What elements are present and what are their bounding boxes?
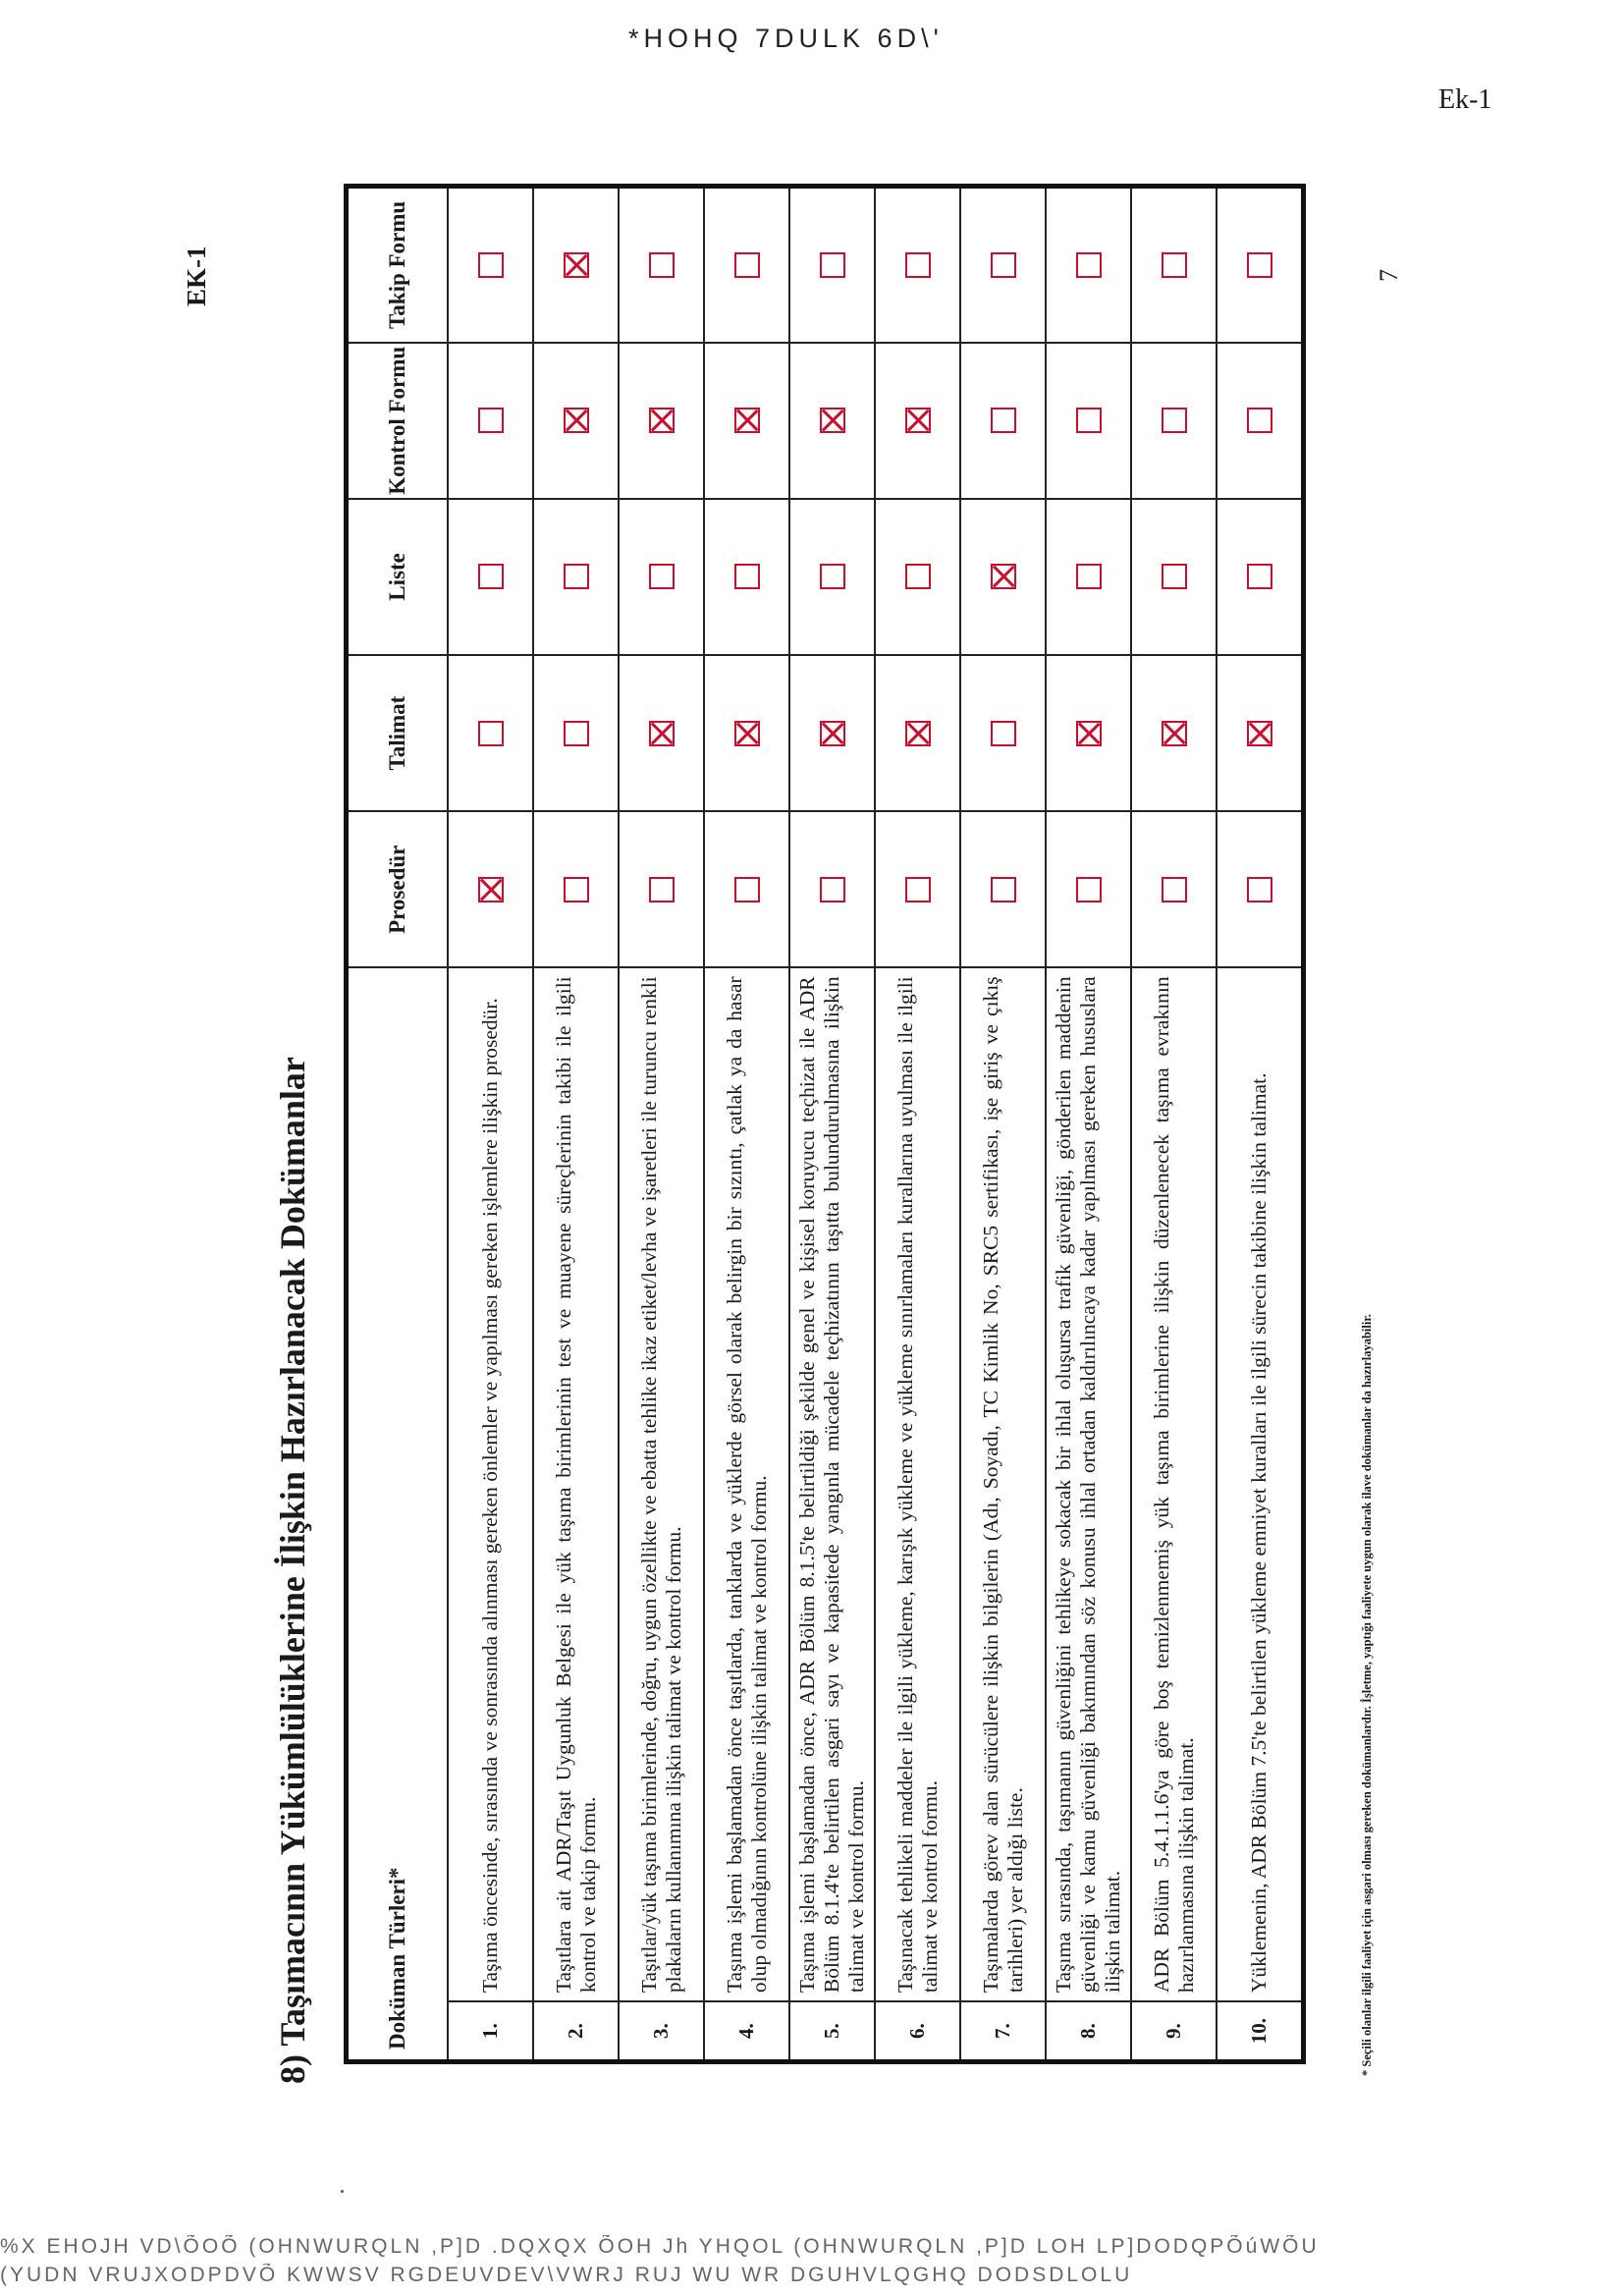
column-header-procedure: Prosedür <box>347 811 449 967</box>
empty-box-icon[interactable] <box>1247 877 1272 902</box>
cell-control-form <box>960 343 1046 499</box>
empty-box-icon[interactable] <box>564 877 589 902</box>
rotated-document <box>182 189 1409 2084</box>
cell-list <box>789 499 875 655</box>
table-header-row <box>347 187 449 2062</box>
cell-list <box>619 499 704 655</box>
column-header-control-form: Kontrol Formu <box>347 343 449 499</box>
empty-box-icon[interactable] <box>991 877 1016 902</box>
documents-table <box>344 184 1306 2064</box>
column-header-tracking-form: Takip Formu <box>347 187 449 343</box>
footnote: * Seçili olanlar ilgili faaliyet için asgari olması gereken dokümanlardır. İşletme, yaptığı faaliyete uygun olarak ilave dokümanlar da hazırlayabilir. <box>1360 1314 1374 2076</box>
checked-box-icon[interactable] <box>734 408 760 433</box>
cell-tracking-form <box>704 187 789 343</box>
cell-tracking-form <box>875 187 960 343</box>
page-number: 7 <box>1375 269 1403 282</box>
empty-box-icon[interactable] <box>649 877 675 902</box>
checked-box-icon[interactable] <box>564 252 589 278</box>
garbled-header: *HOHQ 7DULK 6D\' <box>628 24 944 53</box>
table-row <box>960 187 1046 2062</box>
checked-box-icon[interactable] <box>820 721 845 746</box>
empty-box-icon[interactable] <box>991 721 1016 746</box>
empty-box-icon[interactable] <box>1162 252 1187 278</box>
row-number: 4. <box>704 2001 789 2061</box>
cell-tracking-form <box>789 187 875 343</box>
cell-instruction <box>533 655 619 811</box>
empty-box-icon[interactable] <box>734 252 760 278</box>
empty-box-icon[interactable] <box>820 252 845 278</box>
empty-box-icon[interactable] <box>991 252 1016 278</box>
checked-box-icon[interactable] <box>991 564 1016 589</box>
cell-list <box>1131 499 1217 655</box>
empty-box-icon[interactable] <box>1076 408 1102 433</box>
row-number: 3. <box>619 2001 704 2061</box>
row-description: Taşıma işlemi başlamadan önce, ADR Bölüm 8.1.5'te belirtildiği şekilde genel ve kişisel koruyucu teçhizat ile ADR Bölüm 8.1.4'te belirtilen asgari sayı ve kapasitede yangınla mücadele teçhizatının taşıtta bulundurulmasına ilişkin talimat ve kontrol formu. <box>789 967 875 2001</box>
cell-control-form <box>533 343 619 499</box>
cell-procedure <box>789 811 875 967</box>
cell-instruction <box>960 655 1046 811</box>
cell-instruction <box>448 655 533 811</box>
checked-box-icon[interactable] <box>649 721 675 746</box>
empty-box-icon[interactable] <box>649 564 675 589</box>
cell-control-form <box>1046 343 1131 499</box>
column-header-document-types: Doküman Türleri* <box>347 967 449 2061</box>
cell-tracking-form <box>619 187 704 343</box>
ek-label-top: Ek-1 <box>1438 84 1492 115</box>
cell-list <box>960 499 1046 655</box>
cell-procedure <box>875 811 960 967</box>
checked-box-icon[interactable] <box>905 721 931 746</box>
column-header-list: Liste <box>347 499 449 655</box>
cell-tracking-form <box>1217 187 1304 343</box>
empty-box-icon[interactable] <box>1162 877 1187 902</box>
table-row <box>619 187 704 2062</box>
footer-garbled-line-1: %X EHOJH VD\ÕOÕ (OHNWURQLN ,P]D .DQXQX ÕOH Jh YHQOL (OHNWURQLN ,P]D LOH LP]DODQPÕúWÕU <box>0 2235 1320 2258</box>
table-row <box>1131 187 1217 2062</box>
empty-box-icon[interactable] <box>1076 252 1102 278</box>
footer-garbled-line-2: (YUDN VRUJXODPDVÕ KWWSV RGDEUVDEV\VWRJ RUJ WU WR DGUHVLQGHQ DODSDLOLU <box>0 2264 1133 2286</box>
empty-box-icon[interactable] <box>564 721 589 746</box>
cell-procedure <box>1131 811 1217 967</box>
cell-tracking-form <box>1131 187 1217 343</box>
column-header-instruction: Talimat <box>347 655 449 811</box>
cell-procedure <box>960 811 1046 967</box>
table-row <box>533 187 619 2062</box>
empty-box-icon[interactable] <box>1247 408 1272 433</box>
cell-list <box>1046 499 1131 655</box>
empty-box-icon[interactable] <box>820 877 845 902</box>
row-number: 2. <box>533 2001 619 2061</box>
cell-instruction <box>619 655 704 811</box>
cell-instruction <box>875 655 960 811</box>
cell-instruction <box>704 655 789 811</box>
empty-box-icon[interactable] <box>734 877 760 902</box>
table-row <box>1217 187 1304 2062</box>
empty-box-icon[interactable] <box>1162 564 1187 589</box>
checked-box-icon[interactable] <box>1162 721 1187 746</box>
cell-procedure <box>704 811 789 967</box>
row-number: 5. <box>789 2001 875 2061</box>
checked-box-icon[interactable] <box>564 408 589 433</box>
cell-list <box>1217 499 1304 655</box>
cell-list <box>704 499 789 655</box>
row-description: Taşıtlara ait ADR/Taşıt Uygunluk Belgesi ile yük taşıma birimlerinin test ve muayene süreçlerinin takibi ile ilgili kontrol ve takip formu. <box>533 967 619 2001</box>
row-number: 9. <box>1131 2001 1217 2061</box>
row-number: 10. <box>1217 2001 1304 2061</box>
cell-instruction <box>789 655 875 811</box>
cell-instruction <box>1046 655 1131 811</box>
cell-list <box>448 499 533 655</box>
checked-box-icon[interactable] <box>1076 721 1102 746</box>
cell-list <box>533 499 619 655</box>
table-row <box>789 187 875 2062</box>
cell-control-form <box>789 343 875 499</box>
table-row <box>875 187 960 2062</box>
row-number: 8. <box>1046 2001 1131 2061</box>
row-number: 1. <box>448 2001 533 2061</box>
table-row <box>704 187 789 2062</box>
row-description: Taşıma işlemi başlamadan önce taşıtlarda, tanklarda ve yüklerde görsel olarak belirgin bir sızıntı, çatlak ya da hasar olup olmadığının kontrolüne ilişkin talimat ve kontrol formu. <box>704 967 789 2001</box>
table-row <box>1046 187 1131 2062</box>
row-description: ADR Bölüm 5.4.1.1.6'ya göre boş temizlenmemiş yük taşıma birimlerine ilişkin düzenlenecek taşıma evrakının hazırlanmasına ilişkin talimat. <box>1131 967 1217 2001</box>
cell-control-form <box>619 343 704 499</box>
cell-procedure <box>448 811 533 967</box>
empty-box-icon[interactable] <box>1076 564 1102 589</box>
empty-box-icon[interactable] <box>478 564 504 589</box>
checked-box-icon[interactable] <box>734 721 760 746</box>
cell-instruction <box>1131 655 1217 811</box>
row-description: Taşıtlar/yük taşıma birimlerinde, doğru, uygun özellikte ve ebatta tehlike ikaz etiket/levha ve işaretleri ile turuncu renkli plakaların kullanımına ilişkin talimat ve kontrol formu. <box>619 967 704 2001</box>
empty-box-icon[interactable] <box>1076 877 1102 902</box>
cell-procedure <box>533 811 619 967</box>
cell-tracking-form <box>448 187 533 343</box>
row-description: Taşınacak tehlikeli maddeler ile ilgili yükleme, karışık yükleme ve yükleme sınırlamaları kurallarına uyulması ile ilgili talimat ve kontrol formu. <box>875 967 960 2001</box>
empty-box-icon[interactable] <box>905 564 931 589</box>
checked-box-icon[interactable] <box>1247 721 1272 746</box>
row-description: Yüklemenin, ADR Bölüm 7.5'te belirtilen yükleme emniyet kuralları ile ilgili sürecin takibine ilişkin talimat. <box>1217 967 1304 2001</box>
row-description: Taşıma öncesinde, sırasında ve sonrasında alınması gereken önlemler ve yapılması gereken işlemlere ilişkin prosedür. <box>448 967 533 2001</box>
checked-box-icon[interactable] <box>649 408 675 433</box>
empty-box-icon[interactable] <box>905 252 931 278</box>
empty-box-icon[interactable] <box>991 408 1016 433</box>
cell-list <box>875 499 960 655</box>
cell-tracking-form <box>1046 187 1131 343</box>
empty-box-icon[interactable] <box>478 721 504 746</box>
empty-box-icon[interactable] <box>649 252 675 278</box>
row-number: 7. <box>960 2001 1046 2061</box>
table-row <box>448 187 533 2062</box>
cell-procedure <box>1046 811 1131 967</box>
empty-box-icon[interactable] <box>1247 564 1272 589</box>
ek-label-rotated: EK-1 <box>182 246 211 306</box>
empty-box-icon[interactable] <box>905 877 931 902</box>
empty-box-icon[interactable] <box>1247 252 1272 278</box>
checked-box-icon[interactable] <box>905 408 931 433</box>
cell-control-form <box>704 343 789 499</box>
empty-box-icon[interactable] <box>1162 408 1187 433</box>
empty-box-icon[interactable] <box>734 564 760 589</box>
cell-control-form <box>875 343 960 499</box>
empty-box-icon[interactable] <box>478 252 504 278</box>
empty-box-icon[interactable] <box>564 564 589 589</box>
cell-control-form <box>1217 343 1304 499</box>
empty-box-icon[interactable] <box>820 564 845 589</box>
cell-control-form <box>1131 343 1217 499</box>
cell-tracking-form <box>533 187 619 343</box>
row-description: Taşıma sırasında, taşımanın güvenliğini tehlikeye sokacak bir ihlal oluşursa trafik güvenliği, gönderilen maddenin güvenliği ve kamu güvenliği bakımından söz konusu ihlal ortadan kaldırılıncaya kadar yapılması gereken hususlara ilişkin talimat. <box>1046 967 1131 2001</box>
cell-control-form <box>448 343 533 499</box>
document-title: 8) Taşımacının Yükümlülüklerine İlişkin Hazırlanacak Dokümanlar <box>273 1057 312 2084</box>
scan-dot <box>341 2190 344 2193</box>
row-description: Taşımalarda görev alan sürücülere ilişkin bilgilerin (Adı, Soyadı, TC Kimlik No, SRC5 sertifikası, işe giriş ve çıkış tarihleri) yer aldığı liste. <box>960 967 1046 2001</box>
checked-box-icon[interactable] <box>820 408 845 433</box>
cell-tracking-form <box>960 187 1046 343</box>
empty-box-icon[interactable] <box>478 408 504 433</box>
cell-procedure <box>1217 811 1304 967</box>
checked-box-icon[interactable] <box>478 877 504 902</box>
row-number: 6. <box>875 2001 960 2061</box>
cell-procedure <box>619 811 704 967</box>
cell-instruction <box>1217 655 1304 811</box>
